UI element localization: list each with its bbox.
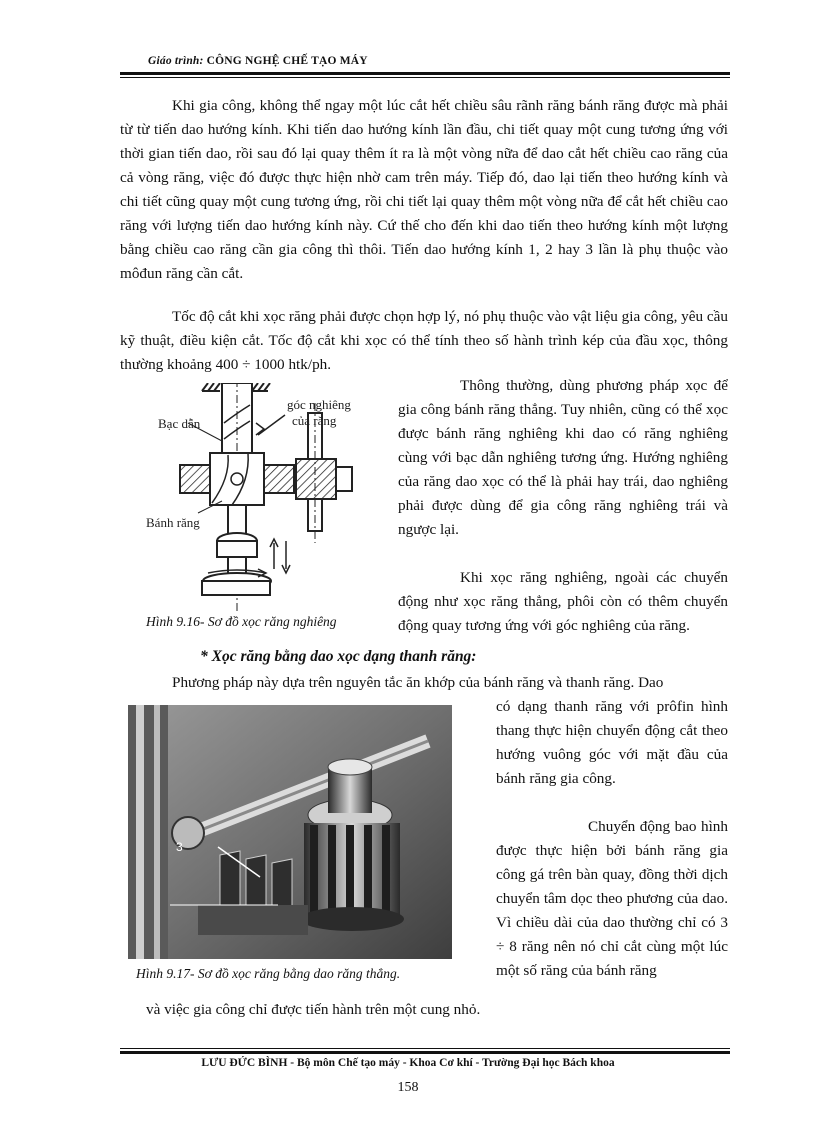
header-rule-thin [120, 77, 730, 78]
paragraph-helical-motion: Khi xọc răng nghiêng, ngoài các chuyển động như xọc răng thẳng, phôi còn có thêm chuyển động quay tương ứng với góc nghiêng của răng. [398, 569, 728, 634]
label-helix-angle-line1: góc nghiêng [287, 397, 351, 412]
label-helix-angle-line2: của răng [292, 413, 337, 428]
figure-9-17-caption: Hình 9.17- Sơ đồ xọc răng bằng dao răng thẳng. [136, 966, 401, 981]
page-number: 158 [397, 1080, 419, 1095]
figure-9-16-caption: Hình 9.16- Sơ đồ xọc răng nghiêng [146, 614, 337, 629]
paragraph-cutting-speed: Tốc độ cắt khi xọc răng phải được chọn hợp lý, nó phụ thuộc vào vật liệu gia công, yêu cầu kỹ thuật, điều kiện cắt. Tốc độ cắt khi xọc có thể tính theo số hành trình kép của đầu xọc, thông thường khoảng 400 ÷ 1000 htk/ph. [120, 308, 728, 373]
paragraph-helical-shaping: Thông thường, dùng phương pháp xọc để gia công bánh răng thẳng. Tuy nhiên, cũng có thể xọc được bánh răng nghiêng khi dao có răng nghiêng cùng với bạc dẫn nghiêng tương ứng. Hướng nghiêng của răng dao xọc có thể là phải hay trái, dao nghiêng phải được dùng để gia công răng nghiêng trái và ngược lại. [398, 377, 728, 538]
label-guide-bush: Bạc dẫn [158, 416, 201, 431]
figure-rack-cutter-photo [128, 705, 452, 959]
header-book-title: CÔNG NGHỆ CHẾ TẠO MÁY [206, 55, 368, 67]
footer-rule [120, 1051, 730, 1054]
running-header [148, 55, 368, 67]
footer-author-line: LƯU ĐỨC BÌNH - Bộ môn Chế tạo máy - Khoa Cơ khí - Trường Đại học Bách khoa [201, 1057, 615, 1069]
paragraph-rack-cutter-profile: có dạng thanh răng với prôfin hình thang thực hiện chuyển động cắt theo hướng vuông góc với mặt đầu của bánh răng gia công. [496, 698, 728, 787]
photo-label-3: 3 [176, 840, 183, 854]
label-gear: Bánh răng [146, 515, 200, 530]
paragraph-small-arc: và việc gia công chỉ được tiến hành trên một cung nhỏ. [146, 1001, 481, 1018]
footer-rule-thin [120, 1048, 730, 1049]
paragraph-feed: Khi gia công, không thể ngay một lúc cắt hết chiều sâu rãnh răng bánh răng được mà phải từ từ tiến dao hướng kính. Khi tiến dao hướng kính lần đầu, chi tiết quay một cung tương ứng với thời gian tiến dao, rồi sau đó lại quay thêm ít ra là một vòng nữa để dao cắt hết chiều cao răng của cả vòng răng, việc đó được thực hiện nhờ cam trên máy. Tiếp đó, dao lại tiến theo hướng kính và chi tiết cũng quay một cung tương ứng, rồi chi tiết lại quay thêm một vòng nữa để cắt hết chiều cao răng với lượng tiến dao hướng kính này. Cứ thế cho đến khi dao tiến theo hướng kính một lượng bằng chiều cao răng cần gia công thì thôi. Tiến dao hướng kính 1, 2 hay 3 lần là phụ thuộc vào môđun răng cần cắt. [120, 97, 728, 282]
header-prefix: Giáo trình: [148, 55, 204, 67]
section-heading-rack-cutter: * Xọc răng bằng dao xọc dạng thanh răng: [200, 648, 477, 665]
paragraph-rack-principle-first-line: Phương pháp này dựa trên nguyên tắc ăn khớp của bánh răng và thanh răng. Dao [172, 674, 664, 691]
figure-helical-shaping-diagram [140, 383, 380, 613]
paragraph-generating-motion: Chuyển động bao hình được thực hiện bởi bánh răng gia công gá trên bàn quay, đồng thời dịch chuyển tâm dọc theo phương của dao. Vì chiều dài của dao thường chỉ có 3 ÷ 8 răng nên nó chỉ cắt cùng một lúc một số răng của bánh răng [496, 818, 728, 979]
header-rule [120, 72, 730, 75]
